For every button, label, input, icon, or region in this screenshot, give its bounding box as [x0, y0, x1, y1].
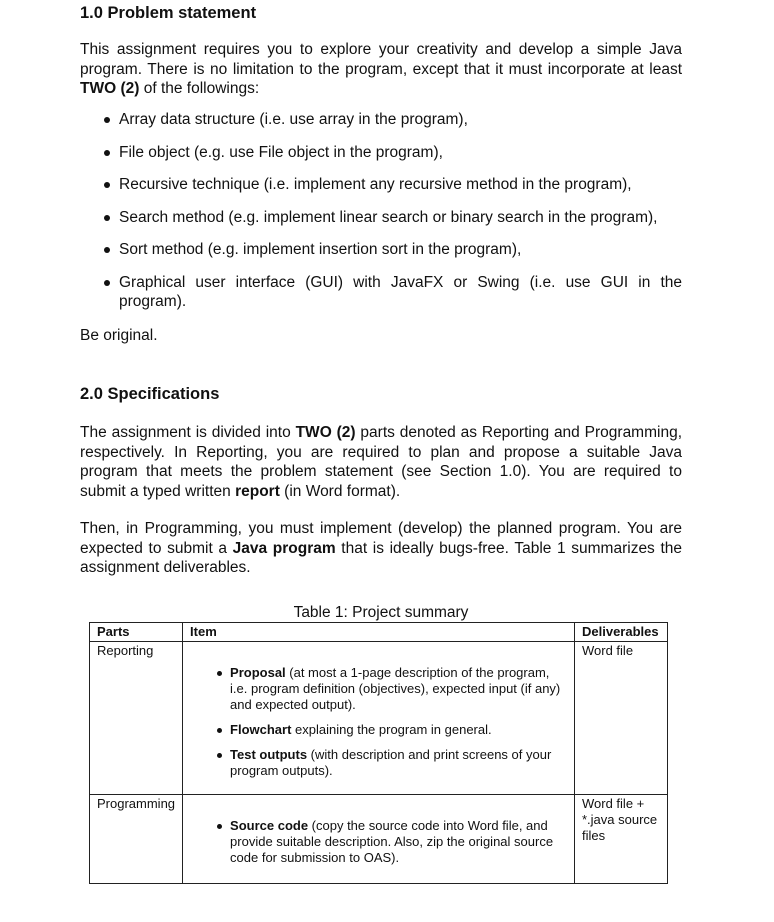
spec1-bold-count: TWO (2) [295, 424, 356, 441]
cell-part-programming: Programming [90, 795, 183, 884]
table-row [90, 642, 668, 795]
item-description: explaining the program in general. [291, 722, 492, 737]
intro-bold-count: TWO (2) [80, 80, 140, 97]
requirements-list [80, 110, 682, 325]
spec2-text-b: that is ideally bugs-free. Table 1 summarizes the assignment deliverables. [80, 539, 682, 576]
spec1-text-c: (in Word format). [279, 482, 401, 500]
item-bold-label: Source code [230, 818, 309, 833]
table-caption: Table 1: Project summary [293, 604, 469, 621]
reporting-items-list [190, 665, 567, 779]
cell-deliverable-reporting: Word file [575, 642, 668, 795]
item-bold-label: Test outputs [230, 747, 308, 762]
spec2-text-a: Then, in Programming, you must implement (develop) the planned program. You are expected to submit a [80, 520, 682, 557]
table-header-row [90, 623, 668, 642]
list-item [190, 818, 567, 866]
list-item: File object (e.g. use File object in the program), [80, 143, 682, 163]
header-deliverables: Deliverables [575, 623, 668, 642]
section-heading-specifications: 2.0 Specifications [80, 385, 220, 403]
item-description: (copy the source code into Word file, and provide suitable description. Also, zip the original source code for submission to OAS). [230, 818, 554, 865]
programming-items-list [190, 818, 567, 866]
cell-items-reporting [183, 642, 575, 795]
item-description: (at most a 1-page description of the program, i.e. program definition (objectives), expected input (if any) and expected output). [230, 665, 561, 712]
spec-paragraph-2 [80, 519, 682, 578]
list-item: Array data structure (i.e. use array in the program), [80, 110, 682, 130]
item-description: (with description and print screens of your program outputs). [230, 747, 552, 778]
header-item: Item [183, 623, 575, 642]
closing-sentence: Be original. [80, 327, 158, 344]
list-item [190, 722, 567, 738]
intro-text-start: This assignment requires you to explore your creativity and develop a simple Java program. There is no limitation to the program, except that it must incorporate at least [80, 41, 682, 78]
section-heading-problem-statement: 1.0 Problem statement [80, 4, 257, 22]
intro-paragraph [80, 40, 682, 99]
cell-deliverable-programming: Word file + *.java source files [575, 795, 668, 884]
item-bold-label: Proposal [230, 665, 286, 680]
table-row [90, 795, 668, 884]
spec1-text-b: parts denoted as Reporting and Programming, respectively. In Reporting, you are required to plan and propose a suitable Java program that meets the problem statement (see Section 1.0). You are required to submit a typed written [80, 424, 682, 500]
project-summary-table [89, 622, 668, 884]
spec1-bold-report: report [235, 482, 280, 500]
list-item [190, 747, 567, 779]
list-item: Graphical user interface (GUI) with JavaFX or Swing (i.e. use GUI in the program). [80, 273, 682, 312]
cell-items-programming [183, 795, 575, 884]
header-parts: Parts [90, 623, 183, 642]
spec1-text-a: The assignment is divided into [80, 424, 296, 441]
item-bold-label: Flowchart [230, 722, 292, 737]
spec-paragraph-1 [80, 423, 682, 501]
list-item [190, 665, 567, 713]
cell-part-reporting: Reporting [90, 642, 183, 795]
list-item: Recursive technique (i.e. implement any recursive method in the program), [80, 175, 682, 195]
intro-text-end: of the followings: [139, 80, 260, 97]
spec2-bold-java-program: Java program [232, 539, 336, 557]
list-item: Search method (e.g. implement linear search or binary search in the program), [80, 208, 682, 228]
list-item: Sort method (e.g. implement insertion sort in the program), [80, 240, 682, 260]
